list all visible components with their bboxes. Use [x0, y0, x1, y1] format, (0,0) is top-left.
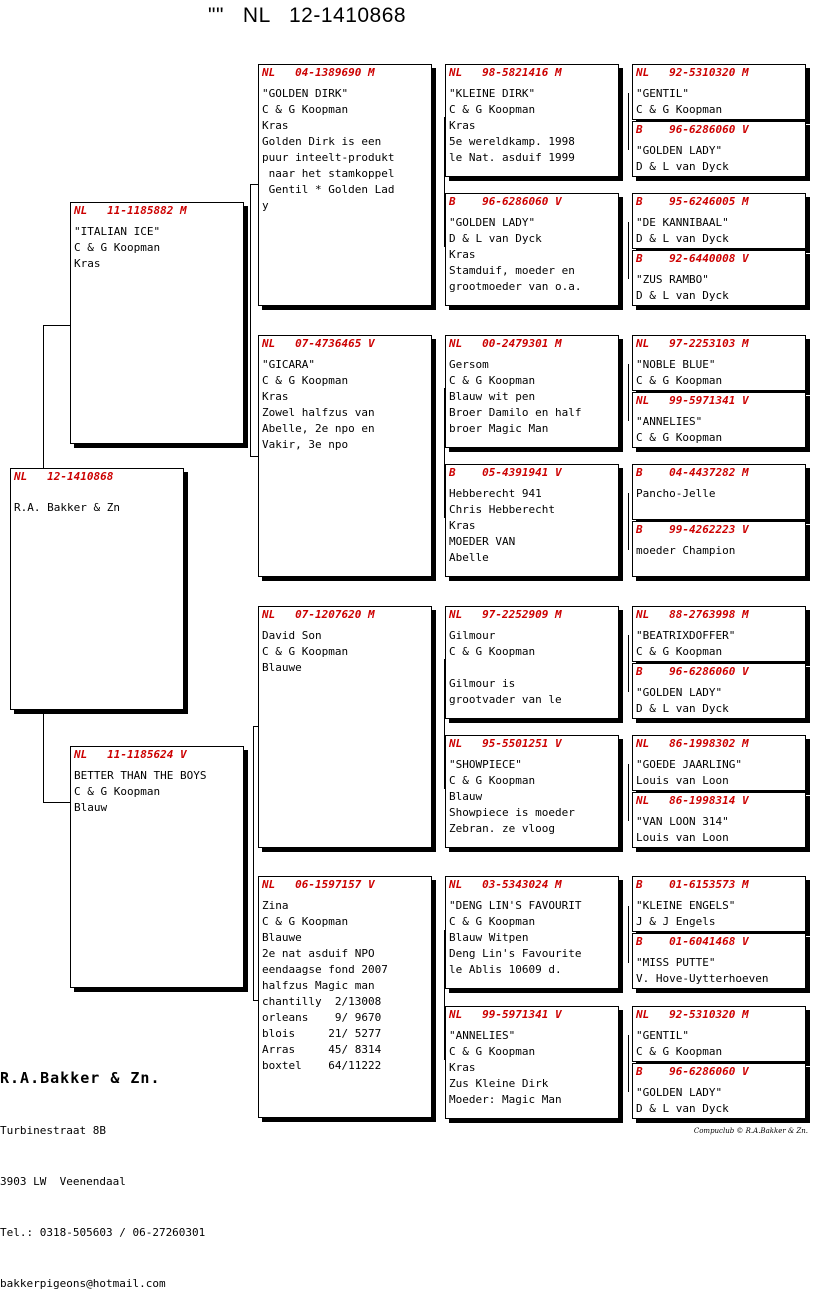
card-line: orleans 9/ 9670 — [262, 1011, 382, 1024]
card-line: Blauw — [74, 801, 108, 814]
breeder-city: 3903 LW Veenendaal — [0, 1175, 126, 1188]
card-line: Deng Lin's Favourite — [449, 947, 582, 960]
connector-line — [250, 184, 251, 456]
card-line: Louis van Loon — [636, 831, 729, 844]
card-line: "DENG LIN'S FAVOURIT — [449, 899, 582, 912]
card-line: C & G Koopman — [449, 774, 536, 787]
card-line: "GENTIL" — [636, 87, 689, 100]
connector-line — [43, 325, 44, 468]
card-line: naar het stamkoppel — [262, 167, 395, 180]
ring-number: NL 06-1597157 V — [262, 878, 375, 891]
ring-number: B 96-6286060 V — [449, 195, 562, 208]
ring-number: B 01-6153573 M — [636, 878, 749, 891]
card-line: blois 21/ 5277 — [262, 1027, 382, 1040]
card-line: C & G Koopman — [262, 645, 349, 658]
card-line: Blauw — [449, 790, 483, 803]
pigeon-card-gg-grandparent[interactable] — [632, 64, 806, 120]
card-line: Moeder: Magic Man — [449, 1093, 562, 1106]
card-line: Abelle — [449, 551, 489, 564]
card-line: Zowel halfzus van — [262, 406, 375, 419]
ring-number: NL 12-1410868 — [14, 470, 114, 483]
pigeon-card-great-grandparent[interactable] — [445, 606, 619, 719]
pigeon-card-great-grandparent[interactable] — [445, 193, 619, 306]
card-line: C & G Koopman — [74, 241, 161, 254]
card-line: le Ablis 10609 d. — [449, 963, 562, 976]
card-line: puur inteelt-produkt — [262, 151, 395, 164]
card-line: "NOBLE BLUE" — [636, 358, 716, 371]
card-line — [11, 484, 183, 500]
card-line: Blauw Witpen — [449, 931, 529, 944]
card-line: Gilmour is — [449, 677, 516, 690]
card-line: C & G Koopman — [636, 103, 723, 116]
pigeon-card-gg-grandparent[interactable] — [632, 606, 806, 662]
card-line: C & G Koopman — [74, 785, 161, 798]
connector-line — [43, 714, 44, 802]
pigeon-card-great-grandparent[interactable] — [445, 735, 619, 848]
card-line: Gersom — [449, 358, 489, 371]
card-line: "GENTIL" — [636, 1029, 689, 1042]
ring-number: NL 86-1998302 M — [636, 737, 749, 750]
card-line: Arras 45/ 8314 — [262, 1043, 382, 1056]
card-line: Pancho-Jelle — [636, 487, 716, 500]
pigeon-card-grandparent[interactable] — [258, 335, 432, 577]
card-line: Kras — [449, 119, 476, 132]
card-line: "GICARA" — [262, 358, 315, 371]
pigeon-card-gg-grandparent[interactable] — [632, 735, 806, 791]
card-line: boxtel 64/11222 — [262, 1059, 382, 1072]
breeder-phone: Tel.: 0318-505603 / 06-27260301 — [0, 1226, 206, 1239]
ring-number: NL 99-5971341 V — [636, 394, 749, 407]
card-line: Stamduif, moeder en — [449, 264, 575, 277]
ring-number: B 04-4437282 M — [636, 466, 749, 479]
pigeon-card-gg-grandparent[interactable] — [632, 392, 806, 448]
card-line: broer Magic Man — [449, 422, 549, 435]
card-line: C & G Koopman — [449, 645, 536, 658]
pigeon-card-great-grandparent[interactable] — [445, 64, 619, 177]
card-line: "ANNELIES" — [449, 1029, 516, 1042]
pigeon-card-great-grandparent[interactable] — [445, 335, 619, 448]
card-line: "KLEINE ENGELS" — [636, 899, 736, 912]
card-line: D & L van Dyck — [636, 702, 729, 715]
ring-number: NL 92-5310320 M — [636, 66, 749, 79]
card-line: C & G Koopman — [449, 103, 536, 116]
ring-number: B 92-6440008 V — [636, 252, 749, 265]
card-line: Abelle, 2e npo en — [262, 422, 375, 435]
card-line: eendaagse fond 2007 — [262, 963, 388, 976]
card-line: Kras — [449, 519, 476, 532]
ring-number: NL 03-5343024 M — [449, 878, 562, 891]
card-line: Kras — [449, 248, 476, 261]
card-line — [633, 559, 805, 575]
card-line: "DE KANNIBAAL" — [636, 216, 729, 229]
ring-number: B 96-6286060 V — [636, 1065, 749, 1078]
card-line: Kras — [262, 390, 289, 403]
card-line: Zus Kleine Dirk — [449, 1077, 549, 1090]
card-line: y — [262, 199, 269, 212]
card-line: D & L van Dyck — [636, 289, 729, 302]
card-line: 5e wereldkamp. 1998 — [449, 135, 575, 148]
connector-line — [628, 1035, 629, 1092]
connector-line — [43, 325, 70, 326]
connector-line — [250, 456, 258, 457]
card-line: C & G Koopman — [262, 915, 349, 928]
card-line — [633, 502, 805, 518]
card-line: MOEDER VAN — [449, 535, 516, 548]
pigeon-card-gg-grandparent[interactable] — [632, 121, 806, 177]
card-line: C & G Koopman — [262, 374, 349, 387]
card-line: "GOLDEN LADY" — [449, 216, 536, 229]
card-line: Golden Dirk is een — [262, 135, 382, 148]
card-line: "SHOWPIECE" — [449, 758, 522, 771]
connector-line — [628, 222, 629, 279]
pigeon-card-dam[interactable] — [70, 746, 244, 988]
card-line: J & J Engels — [636, 915, 716, 928]
ring-number: NL 88-2763998 M — [636, 608, 749, 621]
card-line: "KLEINE DIRK" — [449, 87, 536, 100]
pigeon-card-gg-grandparent[interactable] — [632, 1063, 806, 1119]
card-line: C & G Koopman — [636, 1045, 723, 1058]
page-title: "" NL 12-1410868 — [208, 4, 407, 27]
breeder-name: R.A.Bakker & Zn. — [0, 1069, 161, 1087]
card-line: Kras — [449, 1061, 476, 1074]
card-line: "VAN LOON 314" — [636, 815, 729, 828]
ring-number: NL 07-1207620 M — [262, 608, 375, 621]
card-line: V. Hove-Uytterhoeven — [636, 972, 769, 985]
card-line: C & G Koopman — [449, 374, 536, 387]
ring-number: B 96-6286060 V — [636, 123, 749, 136]
card-line: 2e nat asduif NPO — [262, 947, 375, 960]
pigeon-card-gg-grandparent[interactable] — [632, 1006, 806, 1062]
ring-number: NL 97-2252909 M — [449, 608, 562, 621]
connector-line — [253, 726, 254, 1000]
card-line: David Son — [262, 629, 322, 642]
connector-line — [628, 906, 629, 963]
card-line: Kras — [74, 257, 101, 270]
card-line: Blauwe — [262, 931, 302, 944]
card-line: C & G Koopman — [636, 645, 723, 658]
pigeon-card-grandparent[interactable] — [258, 876, 432, 1118]
card-line: Zina — [262, 899, 289, 912]
ring-number: B 01-6041468 V — [636, 935, 749, 948]
pigeon-card-gg-grandparent[interactable] — [632, 464, 806, 520]
card-line: Chris Hebberecht — [449, 503, 555, 516]
ring-number: B 95-6246005 M — [636, 195, 749, 208]
pigeon-card-grandparent[interactable] — [258, 606, 432, 848]
connector-line — [628, 364, 629, 421]
pigeon-card-gg-grandparent[interactable] — [632, 521, 806, 577]
pigeon-card-sire[interactable] — [70, 202, 244, 444]
card-line: Gilmour — [449, 629, 496, 642]
card-line: D & L van Dyck — [449, 232, 542, 245]
ring-number: NL 07-4736465 V — [262, 337, 375, 350]
card-line: C & G Koopman — [449, 1045, 536, 1058]
card-line — [446, 660, 618, 676]
card-line: grootmoeder van o.a. — [449, 280, 582, 293]
card-line: halfzus Magic man — [262, 979, 375, 992]
card-line: "BEATRIXDOFFER" — [636, 629, 736, 642]
card-line: Showpiece is moeder — [449, 806, 575, 819]
pigeon-card-gg-grandparent[interactable] — [632, 933, 806, 989]
connector-line — [43, 802, 70, 803]
footer-credit: Compuclub © R.A.Bakker & Zn. — [693, 1127, 808, 1135]
card-line: C & G Koopman — [449, 915, 536, 928]
card-line: Zebran. ze vloog — [449, 822, 555, 835]
ring-number: NL 92-5310320 M — [636, 1008, 749, 1021]
ring-number: B 05-4391941 V — [449, 466, 562, 479]
breeder-email[interactable]: bakkerpigeons@hotmail.com — [0, 1277, 166, 1290]
card-line: C & G Koopman — [636, 374, 723, 387]
card-line: "GOLDEN LADY" — [636, 686, 723, 699]
ring-number: NL 86-1998314 V — [636, 794, 749, 807]
card-line: Hebberecht 941 — [449, 487, 542, 500]
card-line: Kras — [262, 119, 289, 132]
card-line: C & G Koopman — [636, 431, 723, 444]
card-line: D & L van Dyck — [636, 1102, 729, 1115]
pigeon-card-grandparent[interactable] — [258, 64, 432, 306]
card-line: "GOLDEN LADY" — [636, 1086, 723, 1099]
ring-number: NL 97-2253103 M — [636, 337, 749, 350]
card-line: moeder Champion — [636, 544, 736, 557]
card-line: D & L van Dyck — [636, 160, 729, 173]
card-line: BETTER THAN THE BOYS — [74, 769, 207, 782]
connector-line — [628, 493, 629, 550]
card-line: "GOLDEN LADY" — [636, 144, 723, 157]
card-line: Gentil * Golden Lad — [262, 183, 395, 196]
connector-line — [628, 635, 629, 692]
pigeon-card-subject[interactable] — [10, 468, 184, 710]
ring-number: NL 99-5971341 V — [449, 1008, 562, 1021]
card-line: Louis van Loon — [636, 774, 729, 787]
card-line: "ITALIAN ICE" — [74, 225, 161, 238]
card-line: "MISS PUTTE" — [636, 956, 716, 969]
card-line: "GOLDEN DIRK" — [262, 87, 349, 100]
pigeon-card-great-grandparent[interactable] — [445, 1006, 619, 1119]
ring-number: NL 00-2479301 M — [449, 337, 562, 350]
card-line: Vakir, 3e npo — [262, 438, 349, 451]
pigeon-card-gg-grandparent[interactable] — [632, 792, 806, 848]
breeder-street: Turbinestraat 8B — [0, 1124, 106, 1137]
ring-number: NL 95-5501251 V — [449, 737, 562, 750]
card-line: Blauw wit pen — [449, 390, 536, 403]
connector-line — [250, 184, 258, 185]
card-line: "ANNELIES" — [636, 415, 703, 428]
ring-number: NL 04-1389690 M — [262, 66, 375, 79]
pigeon-card-gg-grandparent[interactable] — [632, 335, 806, 391]
card-line: D & L van Dyck — [636, 232, 729, 245]
pigeon-card-gg-grandparent[interactable] — [632, 663, 806, 719]
ring-number: B 96-6286060 V — [636, 665, 749, 678]
card-line: grootvader van le — [449, 693, 562, 706]
breeder-line: R.A. Bakker & Zn — [14, 501, 120, 514]
pigeon-card-gg-grandparent[interactable] — [632, 250, 806, 306]
card-line: C & G Koopman — [262, 103, 349, 116]
card-line: "ZUS RAMBO" — [636, 273, 709, 286]
card-line: Broer Damilo en half — [449, 406, 582, 419]
card-line: Blauwe — [262, 661, 302, 674]
card-line: le Nat. asduif 1999 — [449, 151, 575, 164]
pigeon-card-gg-grandparent[interactable] — [632, 876, 806, 932]
ring-number: NL 11-1185882 M — [74, 204, 187, 217]
pigeon-card-great-grandparent[interactable] — [445, 876, 619, 989]
card-line: "GOEDE JAARLING" — [636, 758, 742, 771]
ring-number: NL 98-5821416 M — [449, 66, 562, 79]
connector-line — [628, 93, 629, 150]
connector-line — [628, 764, 629, 821]
pigeon-card-great-grandparent[interactable] — [445, 464, 619, 577]
pigeon-card-gg-grandparent[interactable] — [632, 193, 806, 249]
ring-number: NL 11-1185624 V — [74, 748, 187, 761]
ring-number: B 99-4262223 V — [636, 523, 749, 536]
card-line: chantilly 2/13008 — [262, 995, 382, 1008]
